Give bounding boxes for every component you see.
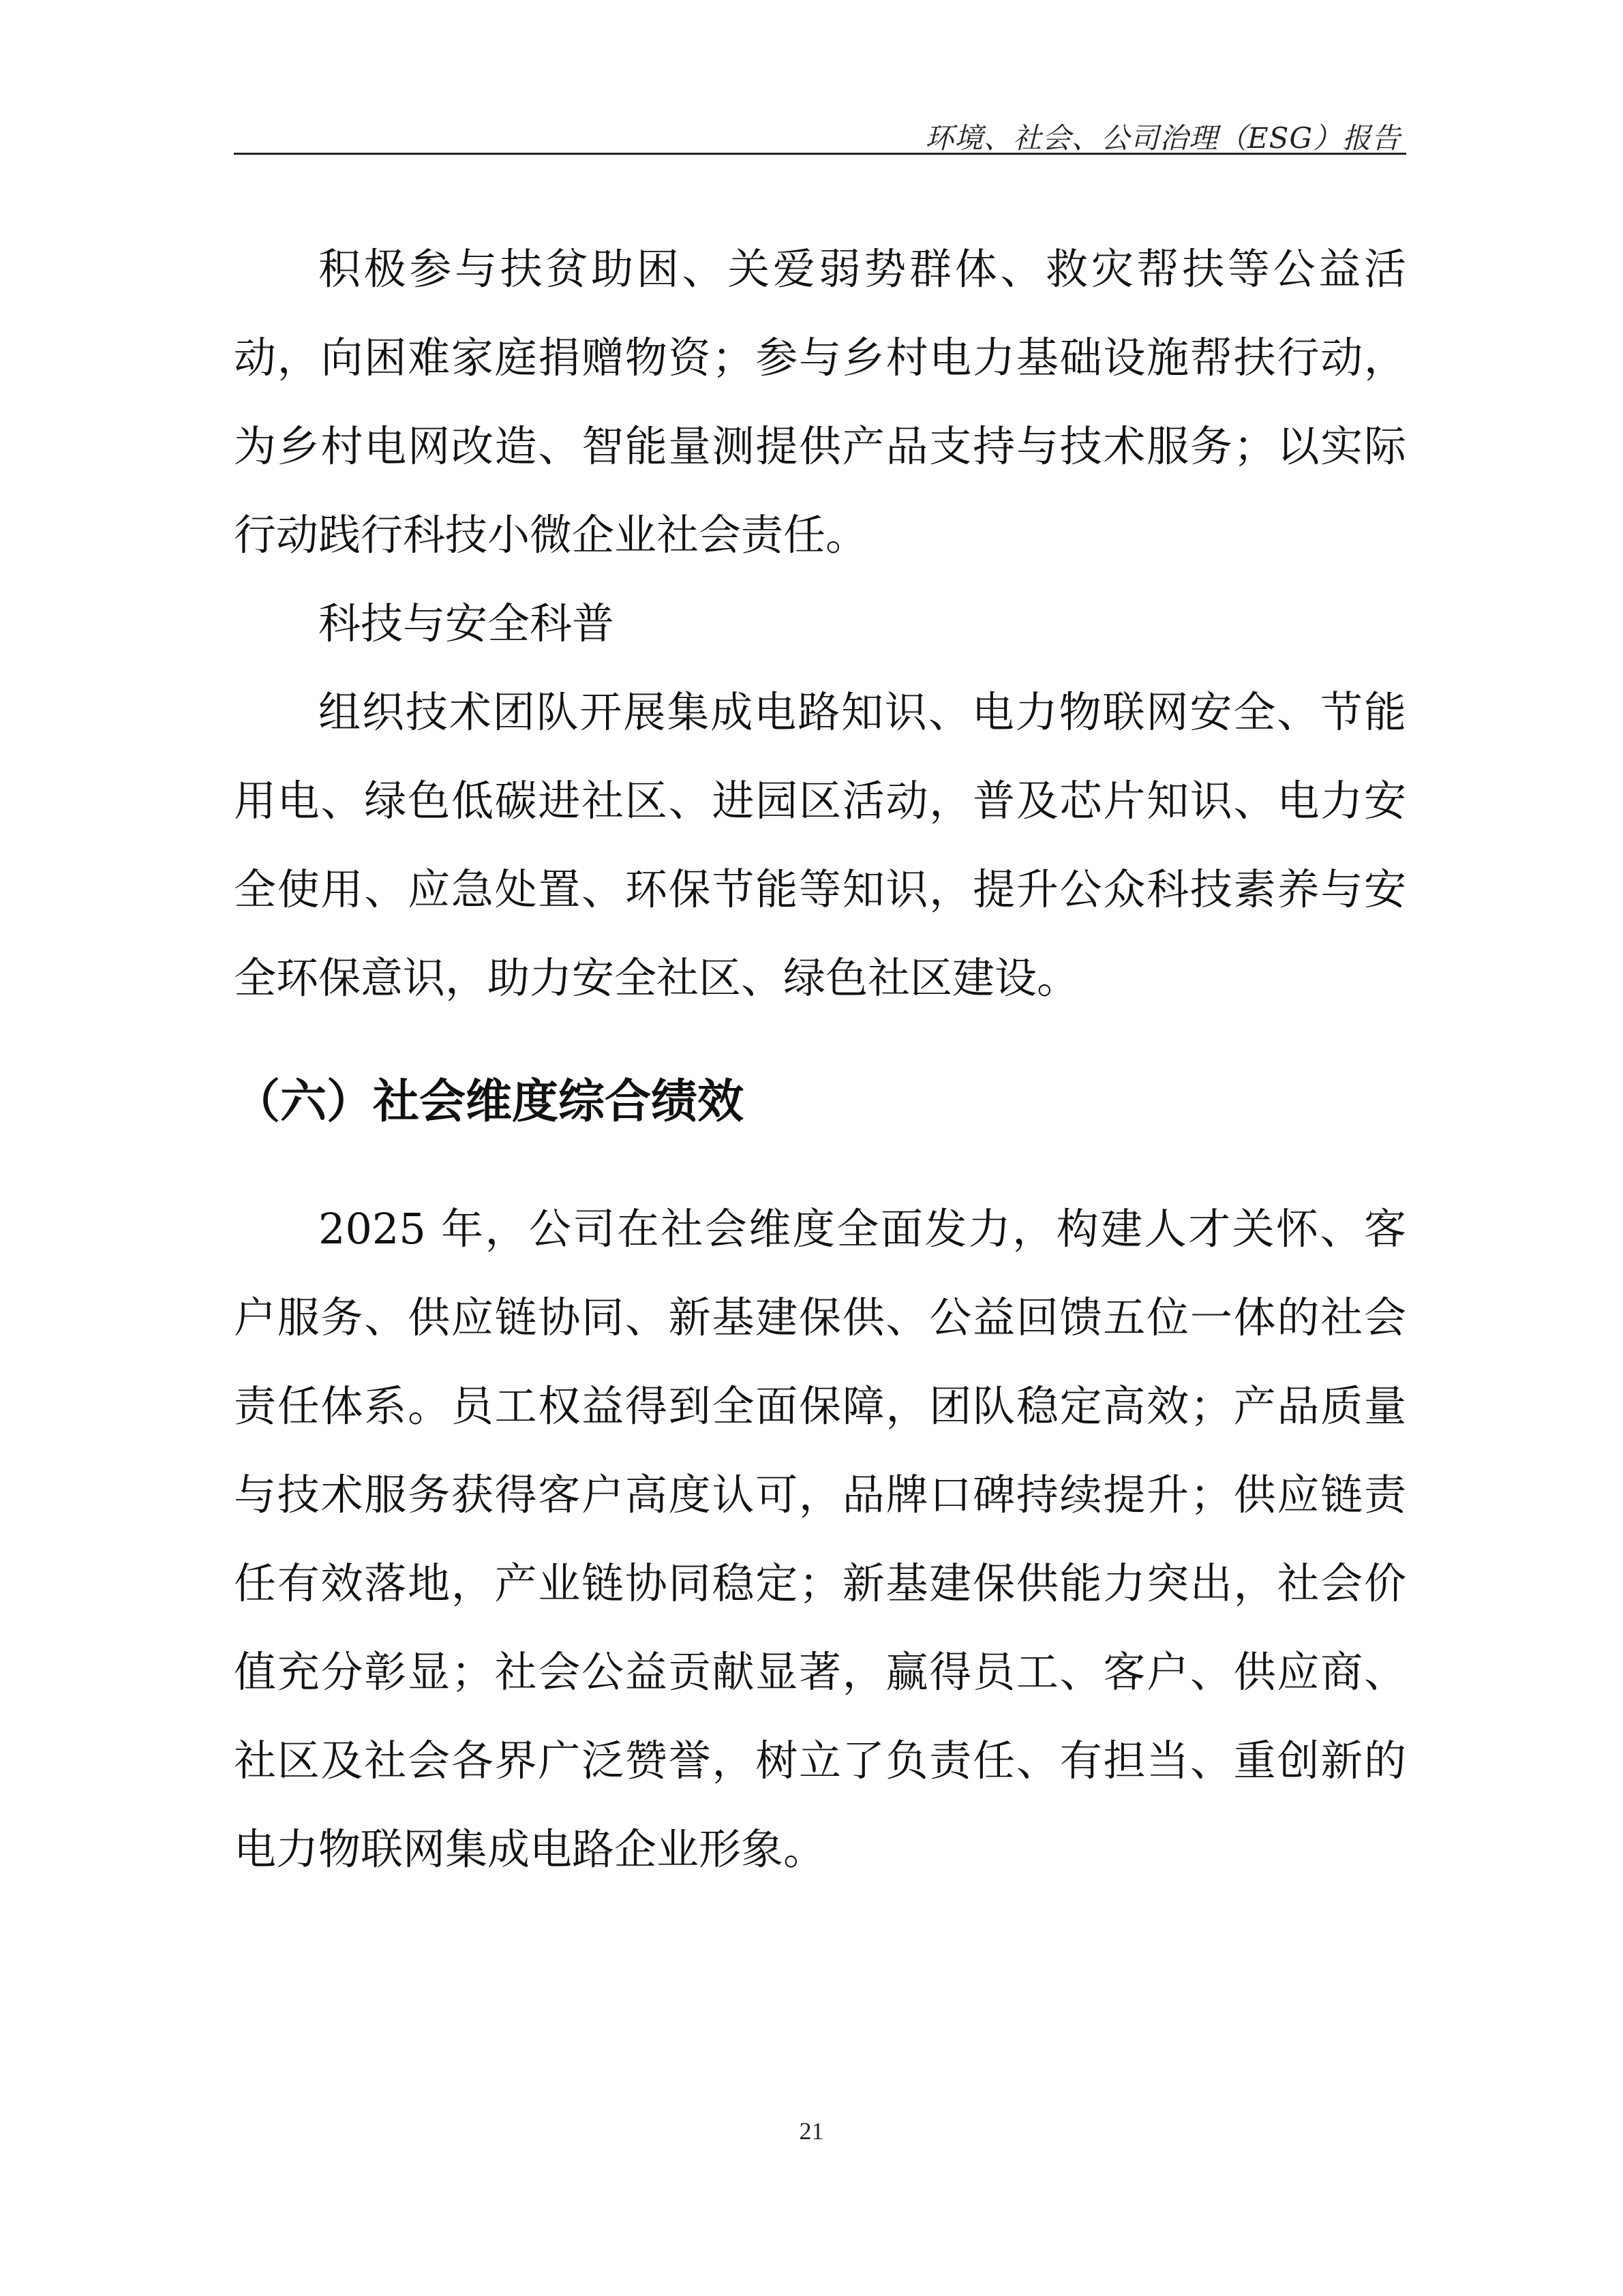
- main-content: [234, 225, 1406, 1894]
- section-heading: （六）社会维度综合绩效: [234, 1075, 744, 1129]
- report-title: 环境、社会、公司治理（ESG）报告: [925, 121, 1401, 155]
- page-header: [234, 109, 1406, 155]
- welfare-paragraph: 积极参与扶贫助困、关爱弱势群体、救灾帮扶等公益活动，向困难家庭捐赠物资；参与乡村电力基础设施帮扶行动，为乡村电网改造、智能量测提供产品支持与技术服务；以实际行动践行科技小微企业社会责任。: [234, 244, 1406, 560]
- summary-paragraph: 2025 年，公司在社会维度全面发力，构建人才关怀、客户服务、供应链协同、新基建保供、公益回馈五位一体的社会责任体系。员工权益得到全面保障，团队稳定高效；产品质量与技术服务获得客户高度认可，品牌口碑持续提升；供应链责任有效落地，产业链协同稳定；新基建保供能力突出，社会价值充分彰显；社会公益贡献显著，赢得员工、客户、供应商、社区及社会各界广泛赞誉，树立了负责任、有担当、重创新的电力物联网集成电路企业形象。: [234, 1204, 1406, 1874]
- science-paragraph: 组织技术团队开展集成电路知识、电力物联网安全、节能用电、绿色低碳进社区、进园区活动，普及芯片知识、电力安全使用、应急处置、环保节能等知识，提升公众科技素养与安全环保意识，助力安全社区、绿色社区建设。: [234, 687, 1406, 1003]
- page-number: 21: [799, 2117, 824, 2145]
- science-subtitle: 科技与安全科普: [318, 599, 615, 648]
